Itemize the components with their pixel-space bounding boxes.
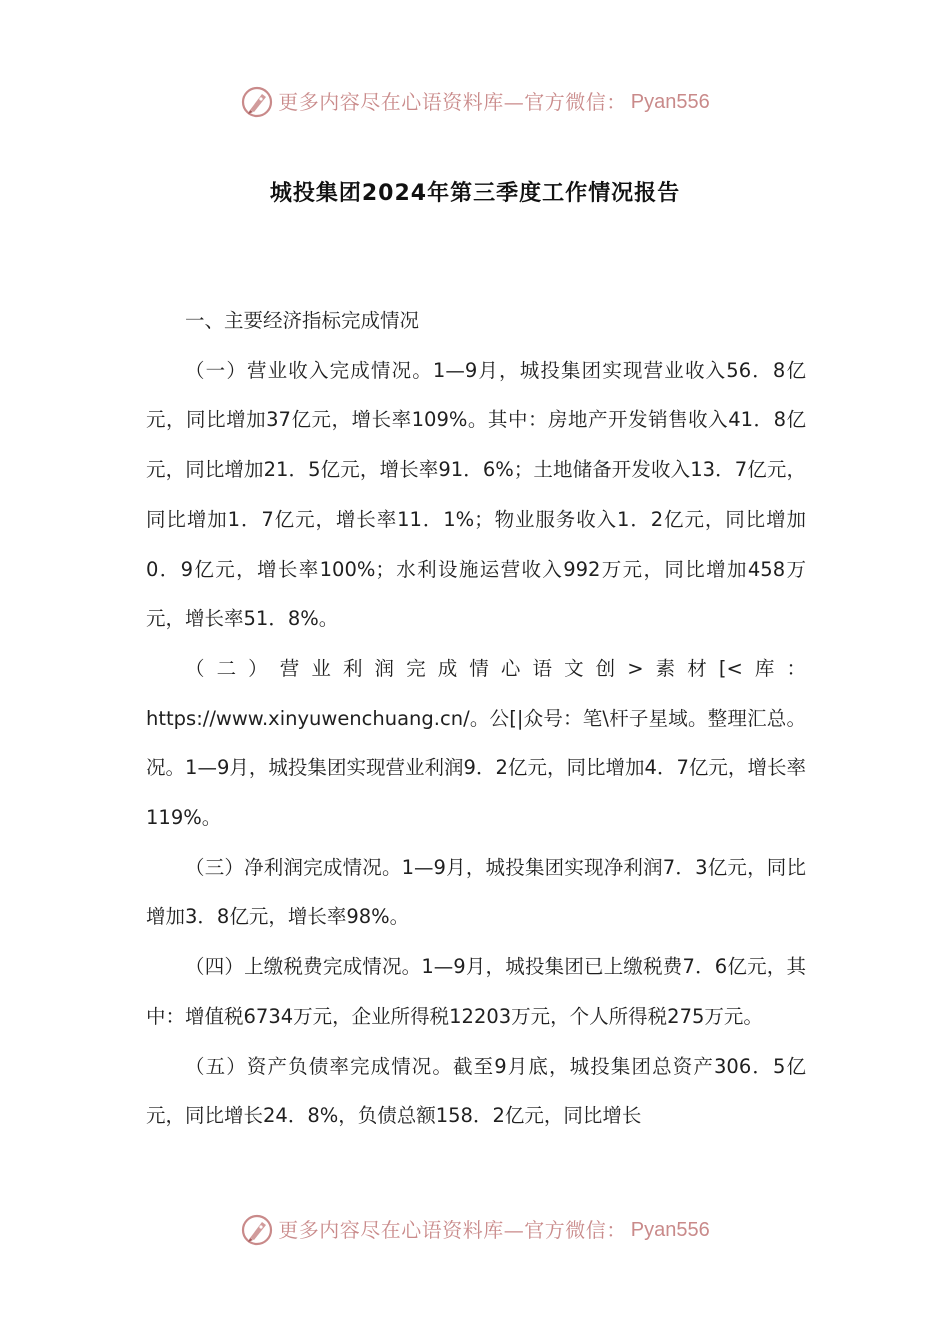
paragraph: （二）营业利润完成情心语文创>素材[<库：https://www.xinyuwenchuang.cn/。公[|众号：笔\杆子星域。整理汇总。况。1—9月，城投集团实现营业利润9．2亿元，同比增加4．7亿元，增长率119%。	[146, 656, 806, 830]
watermark-wechat-id: Pyan556	[630, 91, 710, 113]
document-body	[146, 296, 806, 1141]
paragraph: （五）资产负债率完成情况。截至9月底，城投集团总资产306．5亿元，同比增长24．8%，负债总额158．2亿元，同比增长	[146, 1054, 806, 1128]
pen-nib-logo-icon	[240, 1213, 274, 1247]
paragraph: （一）营业收入完成情况。1—9月，城投集团实现营业收入56．8亿元，同比增加37亿元，增长率109%。其中：房地产开发销售收入41．8亿元，同比增加21．5亿元，增长率91．6%；土地储备开发收入13．7亿元，同比增加1．7亿元，增长率11．1%；物业服务收入1．2亿元，同比增加0．9亿元，增长率100%；水利设施运营收入992万元，同比增加458万元，增长率51．8%。	[146, 358, 806, 631]
watermark-footer	[0, 1210, 950, 1250]
pen-nib-logo-icon	[240, 85, 274, 119]
watermark-wechat-id: Pyan556	[630, 1219, 710, 1241]
section-heading: 一、主要经济指标完成情况	[185, 309, 420, 332]
paragraph: （三）净利润完成情况。1—9月，城投集团实现净利润7．3亿元，同比增加3．8亿元，增长率98%。	[146, 855, 806, 929]
watermark-text: 更多内容尽在心语资料库—官方微信：	[278, 1218, 627, 1242]
document-title: 城投集团2024年第三季度工作情况报告	[269, 181, 681, 206]
watermark-header	[0, 82, 950, 122]
paragraph: （四）上缴税费完成情况。1—9月，城投集团已上缴税费7．6亿元，其中：增值税6734万元，企业所得税12203万元，个人所得税275万元。	[146, 955, 806, 1028]
watermark-text: 更多内容尽在心语资料库—官方微信：	[278, 90, 627, 114]
